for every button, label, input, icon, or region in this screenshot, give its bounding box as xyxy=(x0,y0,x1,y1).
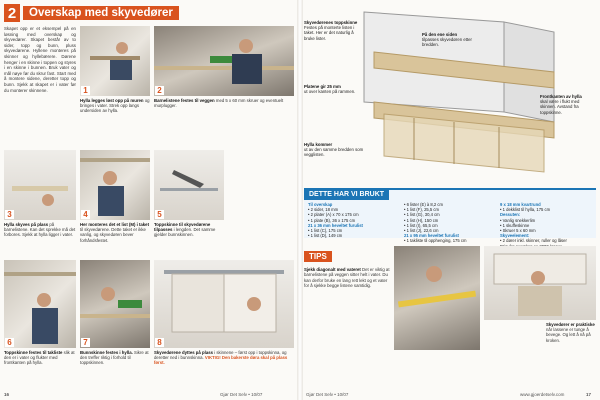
materials-column-3 xyxy=(500,202,594,249)
folio-left-mag: Gjør Det Selv • 10/07 xyxy=(220,392,263,397)
materials-item: • 1 list (I), 65,5 cm xyxy=(404,222,438,228)
diagram-callout-4: Frontkanten av hylla skal være i flukt med skinnen. Avstand fra toppskinne. xyxy=(540,94,582,115)
step-badge-1: 1 xyxy=(81,86,90,95)
step-photo-2 xyxy=(154,26,294,96)
drill-wall-illustration xyxy=(80,26,150,96)
intro-text: Skapet opp er et eksempel på en løsning med overskap og skyvedører. Skapet består av to sider, topp og bunn, pluss skyvedørene. Hyllene monteres på skinner og hyllebærere. Dørene henger i en skinne i toppen og styres i en skinne i bunnen. Bruk vater og mål nøye før du skrur fast. Start med å montere sidene, deretter topp og bunn. Sjekk at skapet er i vater før du monterer skinnene. xyxy=(4,26,76,93)
diagram-callout-1: Skyvedørenes toppskinne Festes på monterte listen i taket. Her er det naturlig å bruke lister. xyxy=(304,20,358,41)
step-badge-5: 5 xyxy=(155,210,164,219)
article-header xyxy=(4,4,179,22)
diagram-callout-5: Hylla kommer ut av den samme bredden som vegglisten. xyxy=(304,142,364,158)
step-badge-3: 3 xyxy=(5,210,14,219)
step-photo-3 xyxy=(4,150,76,220)
step-photo-1 xyxy=(80,26,150,96)
step-caption-8: Skyvedørene dyttes på plass i skinnene – først opp i toppskinna, og deretter ned i bunnskinna. VIKTIG! Den bakerste døra skal på plass først. xyxy=(154,350,288,366)
tips-text: Sjekk diagonalt med vateret Det er viktig at barnelistene på veggen sitter helt i vater. Du kan derfor bruke en lang rett lekt og et vater for å sjekke begge listene samtidig. xyxy=(304,267,390,288)
folio-right-url: www.gjoerdetselv.com xyxy=(520,392,565,397)
materials-item: • 6 lister (E) à 8,2 cm xyxy=(404,202,443,207)
materials-item: • 1 list (J), 22,6 cm xyxy=(404,228,439,234)
materials-subhead: Skyveelement: xyxy=(500,233,530,239)
article-title: Overskap med skyvedører xyxy=(23,6,179,20)
step-caption-3: Hylla skyves på plass på barnelistene. Kan det sprekke må det forbores. Sjekk at hylla ligger i vater. xyxy=(4,222,76,238)
drilling-illustration xyxy=(154,26,294,96)
result-photo xyxy=(484,246,596,320)
step-photo-7 xyxy=(80,260,150,348)
materials-item: • Skruer 5 x 60 mm xyxy=(500,228,536,234)
step-caption-5: Toppskinne til skyvedørene tilpasses i lengden. Det samme gjelder bunnskinnen. xyxy=(154,222,216,238)
bottom-rail-illustration xyxy=(80,260,150,348)
materials-subhead: 9 x 18 mm kvartrund xyxy=(500,202,541,207)
diagram-callout-2: På den ene siden tilpasses skyvedøren etter bredden. xyxy=(422,32,472,48)
folio-right: 17 xyxy=(586,392,592,397)
cabinet-diagram xyxy=(304,2,598,182)
step-caption-4: Her monteres det et list (M) i taket til skyvedørene. Dette taket er ikke vanlig, og skyvedøren bever forhåndsfestet. xyxy=(80,222,150,243)
step-photo-6 xyxy=(4,260,76,348)
materials-item: • 1 list (C), 175 cm xyxy=(308,228,343,234)
materials-subhead: Dessuten: xyxy=(500,212,521,218)
page-gutter xyxy=(297,0,303,400)
result-caption: Skyvedører er praktiske når lassene er tunge å bevege. Og lett å nå på kroken. xyxy=(546,322,595,343)
materials-subhead: 21 x 36 mm heveltet furulist xyxy=(308,222,363,228)
materials-item: • 1 plate (B), 36 x 175 cm xyxy=(308,217,356,223)
materials-column-1 xyxy=(308,202,398,238)
materials-item: • 1 list (H), 150 cm xyxy=(404,217,439,223)
finished-cabinet-illustration xyxy=(484,246,596,320)
materials-item: • 1 dekklist til hylla, 175 cm xyxy=(500,207,551,213)
materials-item: • 1 list (D), 149 cm xyxy=(308,233,343,239)
diagram-callout-3: Platene gir 25 mm ut over kanten på rammen. xyxy=(304,84,356,95)
materials-subhead: Til overskap xyxy=(308,202,333,207)
step-caption-6: Toppskinne festes til takliste slik at den er i vater og flukter med frontkanten på hylla. xyxy=(4,350,75,366)
materials-item: • 1 list (F), 25,5 cm xyxy=(404,207,439,213)
folio-right-mag: Gjør Det Selv • 10/07 xyxy=(306,392,349,397)
ceiling-mount-illustration xyxy=(80,150,150,220)
step-caption-7: Bunnskinne festes i hylla. Sikre at den treffer riktig i forhold til toppskinnen. xyxy=(80,350,149,366)
level-check-illustration xyxy=(394,246,480,350)
step-badge-7: 7 xyxy=(81,338,90,347)
section-number: 2 xyxy=(4,4,20,22)
step-badge-6: 6 xyxy=(5,338,14,347)
top-rail-illustration xyxy=(4,260,76,348)
tips-photo-level xyxy=(394,246,480,350)
step-badge-2: 2 xyxy=(155,86,164,95)
materials-item: • 1 takliste til opphenging, 175 cm xyxy=(404,238,467,244)
materials-item: • 2 dører inkl. skinner, ruller og låser xyxy=(500,238,567,244)
step-photo-4 xyxy=(80,150,150,220)
tips-title: TIPS xyxy=(304,251,332,262)
materials-box xyxy=(304,188,596,244)
step-badge-4: 4 xyxy=(81,210,90,219)
folio-left: 16 xyxy=(4,392,10,397)
sliding-doors-illustration xyxy=(154,260,294,348)
materials-title: DETTE HAR VI BRUKT xyxy=(304,190,389,200)
step-photo-5 xyxy=(154,150,224,220)
step-caption-1: Hylla legges løst opp på muren og bringes i vater. Strek opp langs undersiden av hylla. xyxy=(80,98,150,114)
step-badge-8: 8 xyxy=(155,338,164,347)
step-caption-2: Barnelistene festes til veggen med 5 x 60 mm skruer og eventuelt murplugger. xyxy=(154,98,284,109)
tips-box xyxy=(304,246,390,288)
materials-item: • 1 skuffeskinne xyxy=(500,222,530,228)
shelf-push-illustration xyxy=(4,150,76,220)
saw-rail-illustration xyxy=(154,150,224,220)
step-photo-8 xyxy=(154,260,294,348)
materials-item: • 2 sider, 18 mm xyxy=(308,207,339,213)
materials-subhead: 21 x 95 mm heveltet furulist xyxy=(404,233,459,239)
materials-item: • 1 list (G), 30,4 cm xyxy=(404,212,440,218)
materials-item: • 2 plater (A) x 70 x 175 cm xyxy=(308,212,359,218)
materials-column-2 xyxy=(404,202,494,244)
materials-item: • Vanlig snekkerlim xyxy=(500,217,536,223)
